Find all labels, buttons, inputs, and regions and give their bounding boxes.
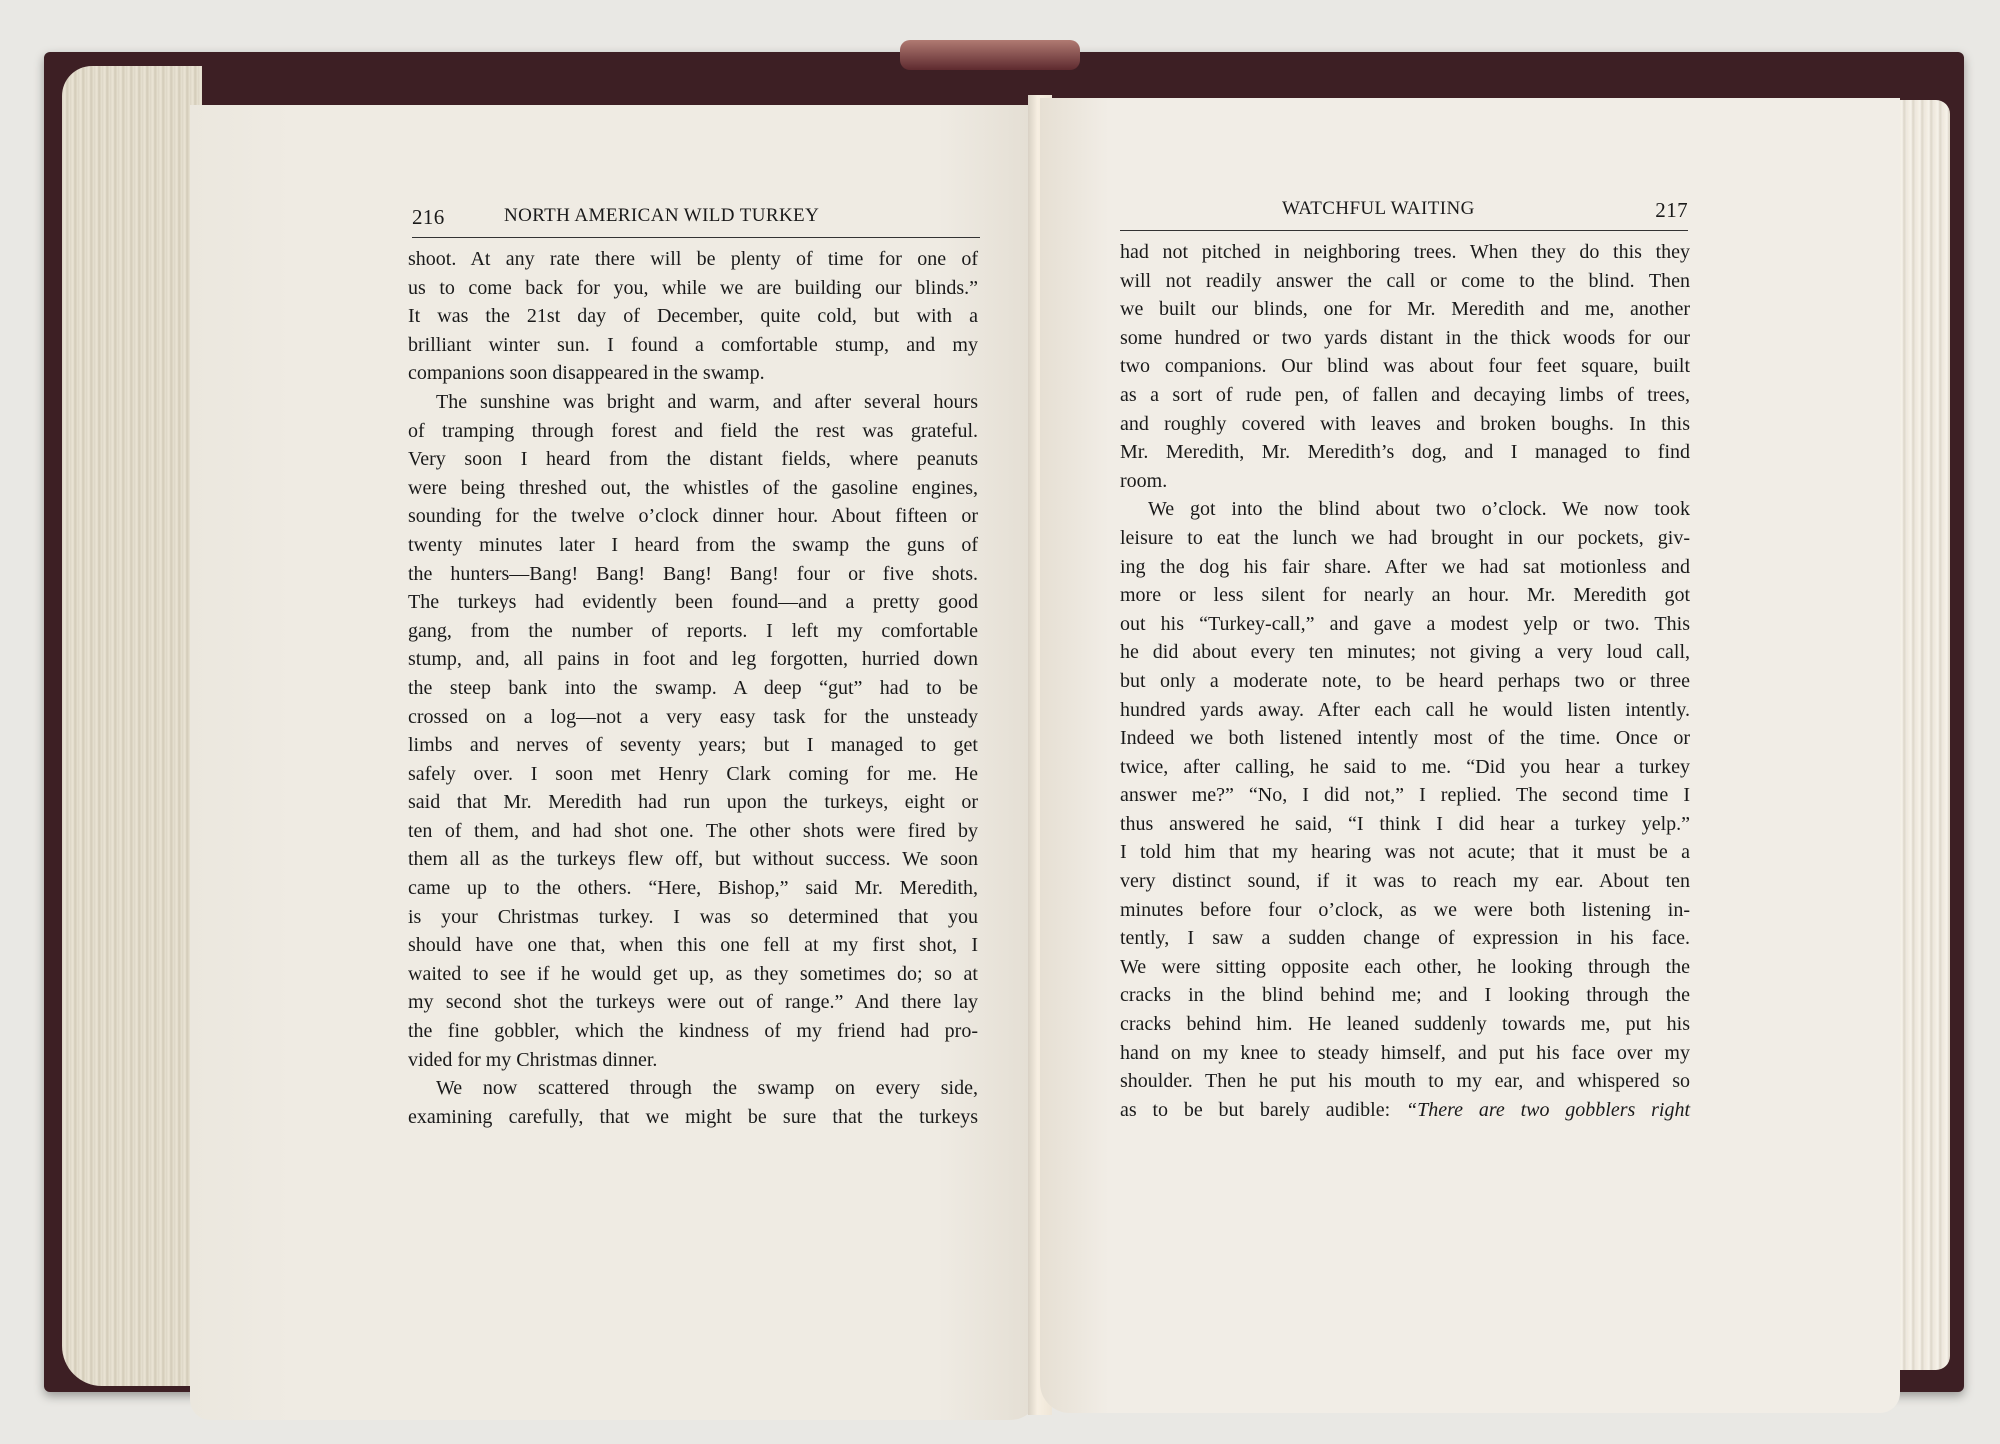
text-line: twenty minutes later I heard from the swamp the guns of — [408, 533, 978, 556]
text-line: and roughly covered with leaves and broken boughs. In this — [1120, 412, 1690, 435]
text-line: but only a moderate note, to be heard perhaps two or three — [1120, 669, 1690, 692]
right-page-header — [1120, 198, 1688, 228]
text-line: sounding for the twelve o’clock dinner hour. About fifteen or — [408, 505, 978, 528]
right-page-number: 217 — [1655, 198, 1688, 222]
text-line: we built our blinds, one for Mr. Meredith and me, another — [1120, 298, 1690, 321]
text-line: as a sort of rude pen, of fallen and decaying limbs of trees, — [1120, 383, 1690, 406]
text-line-final — [1120, 1096, 1690, 1125]
text-line: room. — [1120, 469, 1168, 492]
left-header-rule — [412, 237, 980, 238]
text-line: thus answered he said, “I think I did hear a turkey yelp.” — [1120, 812, 1690, 835]
text-line: Mr. Meredith, Mr. Meredith’s dog, and I managed to find — [1120, 441, 1690, 464]
right-header-rule — [1120, 230, 1688, 231]
text-line: Indeed we both listened intently most of the time. Once or — [1120, 727, 1690, 750]
text-line: will not readily answer the call or come to the blind. Then — [1120, 269, 1690, 292]
text-line: some hundred or two yards distant in the thick woods for our — [1120, 326, 1690, 349]
text-line: We got into the blind about two o’clock. We now took — [1148, 498, 1690, 521]
text-line-final-roman: as to be but barely audible: — [1120, 1098, 1391, 1121]
text-line: hundred yards away. After each call he would listen intently. — [1120, 698, 1690, 721]
text-line: my second shot the turkeys were out of range.” And there lay — [408, 991, 978, 1014]
text-line: them all as the turkeys flew off, but without success. We soon — [408, 848, 978, 871]
text-line: out his “Turkey-call,” and gave a modest yelp or two. This — [1120, 612, 1690, 635]
text-line: waited to see if he would get up, as they sometimes do; so at — [408, 962, 978, 985]
text-line: twice, after calling, he said to me. “Did you hear a turkey — [1120, 755, 1690, 778]
text-line: Very soon I heard from the distant fields, where peanuts — [408, 448, 978, 471]
text-line: should have one that, when this one fell at my first shot, I — [408, 934, 978, 957]
right-running-head: WATCHFUL WAITING — [1282, 198, 1475, 219]
text-line: cracks behind him. He leaned suddenly towards me, put his — [1120, 1013, 1690, 1036]
text-line: were being threshed out, the whistles of the gasoline engines, — [408, 476, 978, 499]
text-line: limbs and nerves of seventy years; but I managed to get — [408, 734, 978, 757]
text-line: more or less silent for nearly an hour. Mr. Meredith got — [1120, 584, 1690, 607]
left-page-body — [408, 245, 978, 1131]
right-page — [1040, 98, 1900, 1413]
text-line: It was the 21st day of December, quite cold, but with a — [408, 305, 978, 328]
text-line: vided for my Christmas dinner. — [408, 1048, 658, 1071]
text-line: the hunters—Bang! Bang! Bang! Bang! four or five shots. — [408, 562, 978, 585]
text-line: very distinct sound, if it was to reach my ear. About ten — [1120, 870, 1690, 893]
text-line: examining carefully, that we might be sure that the turkeys — [408, 1105, 978, 1128]
text-line: shoot. At any rate there will be plenty of time for one of — [408, 248, 978, 270]
text-line: of tramping through forest and field the rest was grateful. — [408, 419, 978, 442]
text-line: The sunshine was bright and warm, and after several hours — [436, 390, 978, 413]
text-line: companions soon disappeared in the swamp. — [408, 362, 765, 385]
text-line: safely over. I soon met Henry Clark coming for me. He — [408, 762, 978, 785]
text-line: crossed on a log—not a very easy task for the unsteady — [408, 705, 978, 728]
text-line: answer me?” “No, I did not,” I replied. The second time I — [1120, 784, 1690, 807]
text-line: had not pitched in neighboring trees. When they do this they — [1120, 241, 1690, 263]
text-line: ten of them, and had shot one. The other shots were fired by — [408, 819, 978, 842]
text-line: We were sitting opposite each other, he looking through the — [1120, 955, 1690, 978]
text-line-final-italic: “There are two gobblers right — [1405, 1098, 1690, 1121]
text-line: he did about every ten minutes; not giving a very loud call, — [1120, 641, 1690, 664]
left-page-number: 216 — [412, 205, 445, 229]
text-line: said that Mr. Meredith had run upon the turkeys, eight or — [408, 791, 978, 814]
text-line: came up to the others. “Here, Bishop,” said Mr. Meredith, — [408, 877, 978, 900]
text-line: the steep bank into the swamp. A deep “gut” had to be — [408, 676, 978, 699]
text-line: brilliant winter sun. I found a comfortable stump, and my — [408, 333, 978, 356]
text-line: hand on my knee to steady himself, and put his face over my — [1120, 1041, 1690, 1064]
text-line: is your Christmas turkey. I was so determined that you — [408, 905, 978, 928]
text-line: ing the dog his fair share. After we had sat motionless and — [1120, 555, 1690, 578]
book-spine-headband — [900, 40, 1080, 70]
text-line: minutes before four o’clock, as we were both listening in- — [1120, 898, 1690, 921]
left-page — [190, 105, 1040, 1420]
text-line: I told him that my hearing was not acute; that it must be a — [1120, 841, 1690, 864]
left-page-edges — [62, 66, 202, 1386]
text-line: We now scattered through the swamp on every side, — [436, 1077, 978, 1100]
text-line: the fine gobbler, which the kindness of my friend had pro- — [408, 1020, 978, 1043]
text-line: cracks in the blind behind me; and I looking through the — [1120, 984, 1690, 1007]
text-line: leisure to eat the lunch we had brought in our pockets, giv- — [1120, 526, 1690, 549]
right-page-body — [1120, 238, 1690, 1124]
text-line: gang, from the number of reports. I left my comfortable — [408, 619, 978, 642]
left-page-header — [412, 205, 980, 235]
text-line: us to come back for you, while we are building our blinds.” — [408, 276, 978, 299]
text-line: The turkeys had evidently been found—and a pretty good — [408, 591, 978, 614]
text-line: stump, and, all pains in foot and leg forgotten, hurried down — [408, 648, 978, 671]
text-line: tently, I saw a sudden change of expression in his face. — [1120, 927, 1690, 950]
left-running-head: NORTH AMERICAN WILD TURKEY — [504, 205, 820, 226]
text-line: shoulder. Then he put his mouth to my ear, and whispered so — [1120, 1070, 1690, 1093]
text-line: two companions. Our blind was about four feet square, built — [1120, 355, 1690, 378]
